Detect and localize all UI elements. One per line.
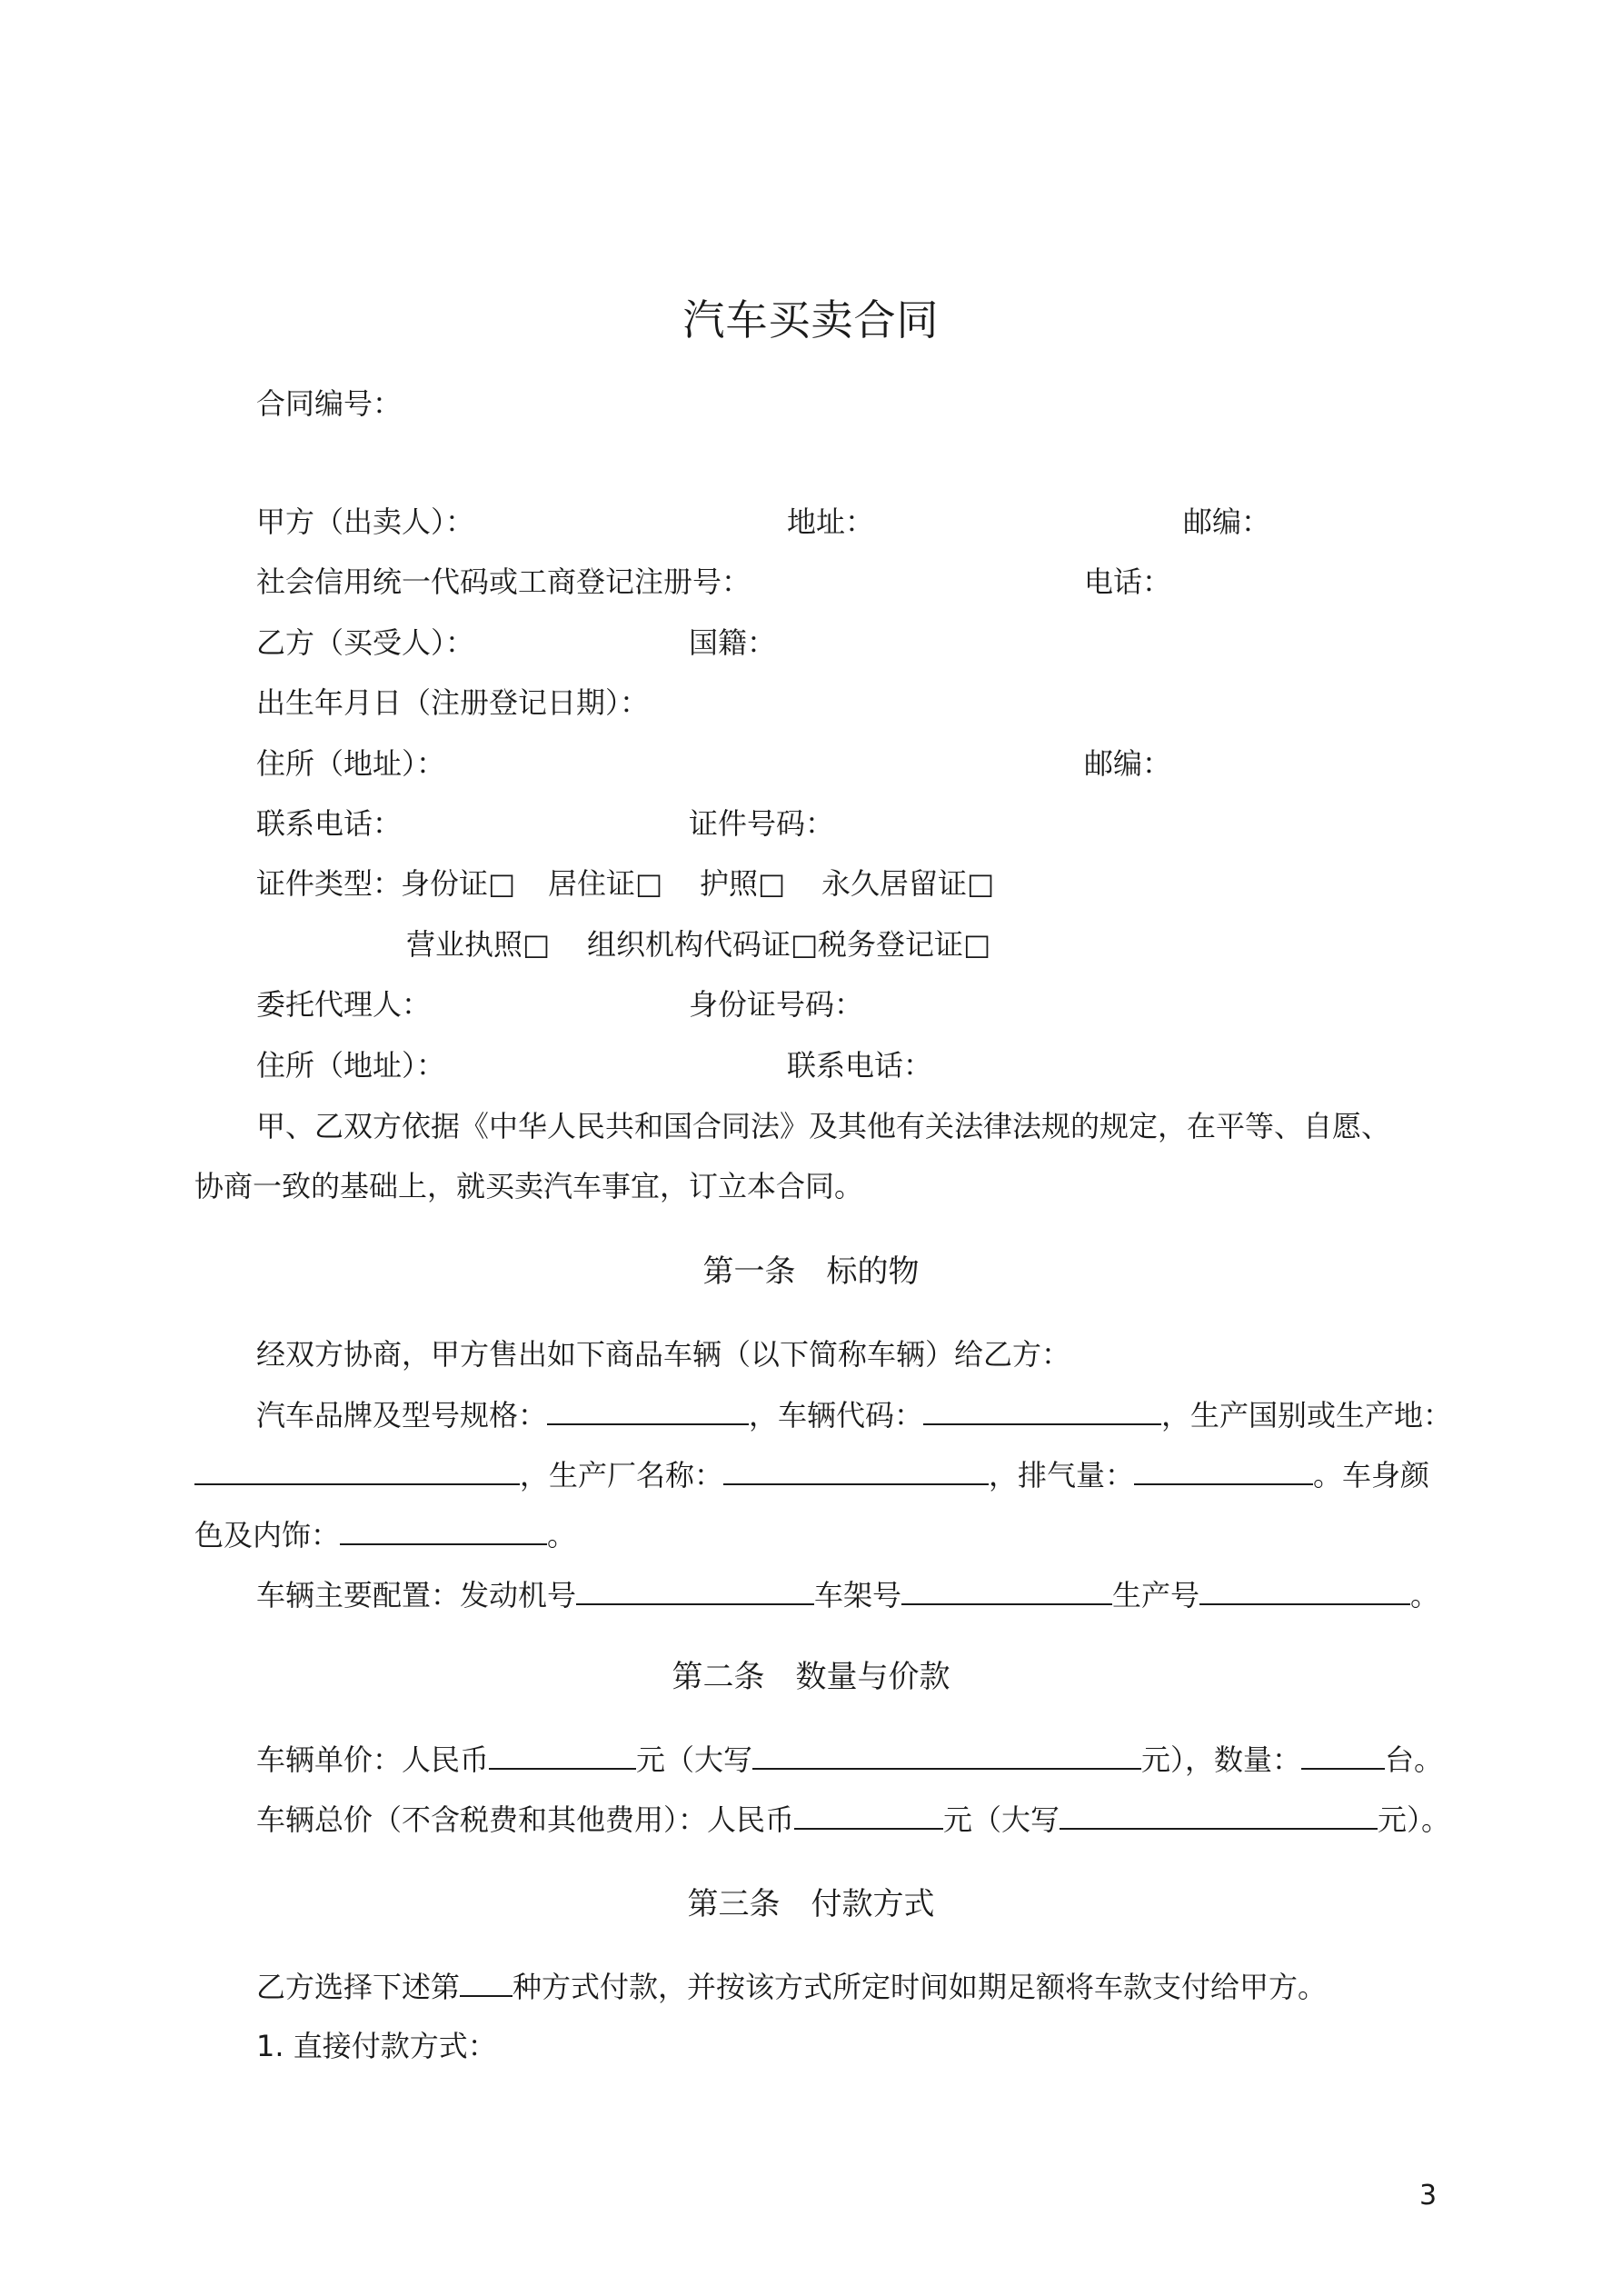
preamble-line-2: 协商一致的基础上，就买卖汽车事宜，订立本合同。 [194, 1169, 864, 1203]
direct-payment-label: 1. 直接付款方式： [256, 2029, 497, 2063]
id-type-option[interactable]: 护照□ [700, 866, 786, 901]
displacement-blank[interactable] [1134, 1454, 1313, 1485]
vin-blank[interactable] [923, 1394, 1161, 1425]
agent-id-card-label: 身份证号码： [689, 987, 864, 1022]
agent-label: 委托代理人： [256, 987, 432, 1022]
nationality-label: 国籍： [689, 625, 777, 660]
birth-date-label: 出生年月日（注册登记日期）： [256, 685, 650, 720]
page-number: 3 [1419, 2180, 1438, 2211]
displacement-label: ，排气量： [989, 1458, 1135, 1492]
total-price-blank[interactable] [794, 1799, 943, 1830]
id-type-label: 证件类型： [256, 866, 403, 901]
article-2-heading: 第二条 数量与价款 [672, 1659, 950, 1695]
yuan-label: 元（大写 [636, 1742, 753, 1777]
unit-price-line [256, 1739, 1443, 1780]
agent-residence-label: 住所（地址）： [256, 1048, 446, 1083]
party-b-label: 乙方（买受人）： [256, 625, 475, 660]
contract-number-label: 合同编号： [256, 386, 403, 421]
article-1-intro: 经双方协商，甲方售出如下商品车辆（以下简称车辆）给乙方： [256, 1337, 1071, 1372]
payment-choice-line [256, 1966, 1327, 2007]
brand-label: 汽车品牌及型号规格： [256, 1398, 548, 1433]
yuan-close-label: 元）。 [1378, 1802, 1451, 1837]
payment-choice-a: 乙方选择下述第 [256, 1970, 461, 2004]
production-label: 生产号 [1112, 1578, 1200, 1612]
id-type-option[interactable]: 组织机构代码证□ [587, 927, 819, 962]
agent-phone-label: 联系电话： [787, 1048, 933, 1083]
unit-price-label: 车辆单价：人民币 [256, 1742, 490, 1777]
origin-label: ，生产国别或生产地： [1161, 1398, 1453, 1433]
vin-label: ，车辆代码： [749, 1398, 924, 1433]
config-line [256, 1574, 1439, 1615]
period: 。 [547, 1518, 577, 1552]
id-type-option[interactable]: 永久居留证□ [821, 866, 995, 901]
manufacturer-blank[interactable] [723, 1454, 989, 1485]
id-type-option[interactable]: 税务登记证□ [818, 927, 991, 962]
origin-blank[interactable] [194, 1454, 520, 1485]
production-no-blank[interactable] [1199, 1574, 1410, 1605]
party-a-postcode-label: 邮编： [1183, 504, 1271, 539]
config-label: 车辆主要配置：发动机号 [256, 1578, 577, 1612]
period: 。 [1410, 1578, 1440, 1612]
color-blank[interactable] [340, 1514, 547, 1545]
payment-method-blank[interactable] [460, 1966, 512, 1997]
vehicle-line-2 [194, 1454, 1429, 1495]
engine-no-blank[interactable] [576, 1574, 814, 1605]
id-type-option[interactable]: 居住证□ [548, 866, 663, 901]
party-a-label: 甲方（出卖人）： [256, 504, 475, 539]
color-label-a: 。车身颜 [1313, 1458, 1430, 1492]
total-price-label: 车辆总价（不含税费和其他费用）：人民币 [256, 1802, 795, 1837]
preamble-line-1: 甲、乙双方依据《中华人民共和国合同法》及其他有关法律法规的规定，在平等、自愿、 [256, 1109, 1391, 1143]
id-type-option[interactable]: 身份证□ [401, 866, 516, 901]
total-price-line [256, 1799, 1450, 1840]
color-label-b: 色及内饰： [194, 1518, 341, 1552]
party-b-postcode-label: 邮编： [1084, 746, 1172, 781]
manufacturer-label: ，生产厂名称： [520, 1458, 724, 1492]
payment-choice-b: 种方式付款，并按该方式所定时间如期足额将车款支付给甲方。 [512, 1970, 1328, 2004]
vehicle-line-3 [194, 1514, 576, 1555]
frame-no-blank[interactable] [901, 1574, 1112, 1605]
quantity-label: 元），数量： [1141, 1742, 1302, 1777]
id-number-label: 证件号码： [689, 806, 835, 841]
party-a-address-label: 地址： [787, 504, 875, 539]
id-type-option[interactable]: 营业执照□ [406, 927, 551, 962]
page-title: 汽车买卖合同 [682, 295, 940, 344]
total-price-words-blank[interactable] [1060, 1799, 1378, 1830]
unit-label: 台。 [1385, 1742, 1444, 1777]
unit-price-words-blank[interactable] [752, 1739, 1141, 1770]
party-b-residence-label: 住所（地址）： [256, 746, 446, 781]
article-1-heading: 第一条 标的物 [702, 1253, 920, 1290]
quantity-blank[interactable] [1301, 1739, 1385, 1770]
unit-price-blank[interactable] [489, 1739, 636, 1770]
party-b-phone-label: 联系电话： [256, 806, 403, 841]
frame-label: 车架号 [814, 1578, 902, 1612]
article-3-heading: 第三条 付款方式 [687, 1886, 935, 1922]
party-a-phone-label: 电话： [1084, 564, 1172, 599]
vehicle-line-1 [256, 1394, 1452, 1435]
brand-blank[interactable] [547, 1394, 749, 1425]
credit-code-label: 社会信用统一代码或工商登记注册号： [256, 564, 751, 599]
yuan-label: 元（大写 [943, 1802, 1060, 1837]
